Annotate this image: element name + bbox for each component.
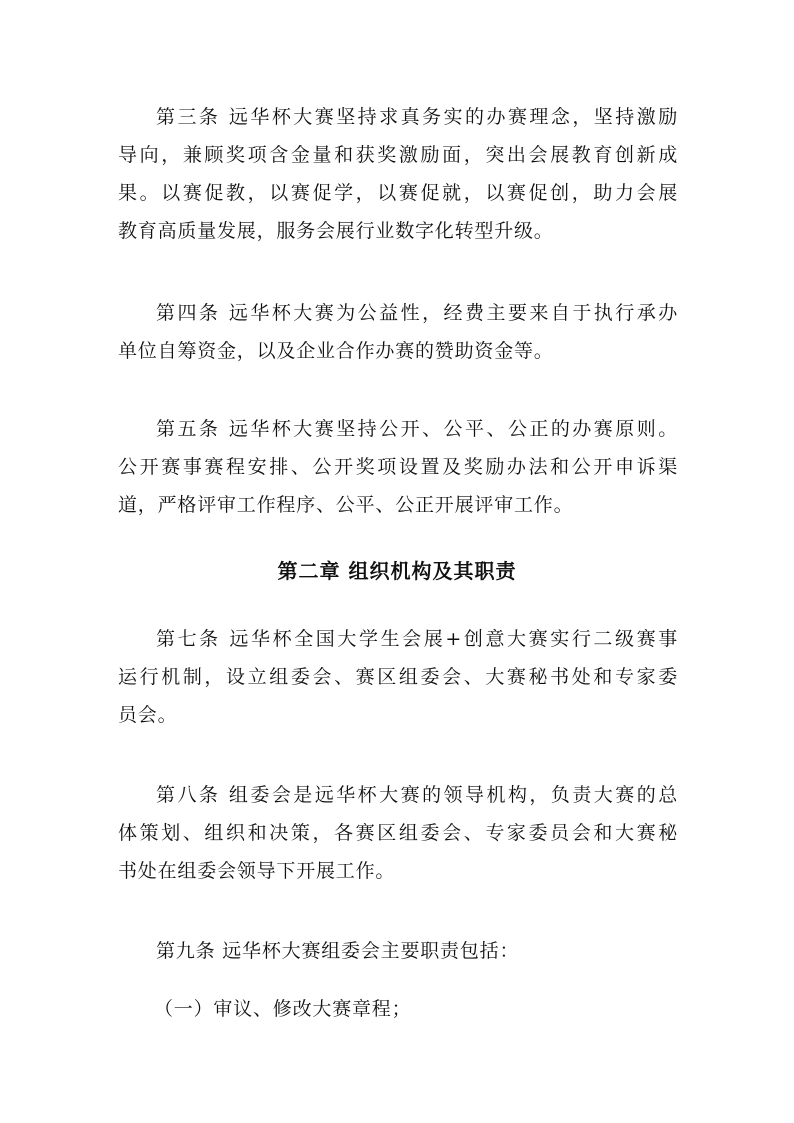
paragraph-line: 公开赛事赛程安排、公开奖项设置及奖励办法和公开申诉渠 — [118, 456, 678, 478]
article-7-paragraph — [118, 620, 678, 734]
paragraph-line: 第七条 远华杯全国大学生会展+创意大赛实行二级赛事 — [156, 628, 678, 650]
paragraph-line: 书处在组委会领导下开展工作。 — [118, 860, 396, 882]
paragraph-line: 员会。 — [118, 704, 178, 726]
article-8-paragraph — [118, 776, 678, 890]
paragraph-line: 道，严格评审工作程序、公平、公正开展评审工作。 — [118, 494, 574, 516]
list-item-1 — [118, 990, 678, 1028]
article-3-paragraph — [118, 98, 678, 250]
article-5-paragraph — [118, 410, 678, 524]
chapter-heading: 第二章 组织机构及其职责 — [277, 559, 517, 583]
article-9-paragraph — [118, 932, 678, 970]
paragraph-line: 体策划、组织和决策，各赛区组委会、专家委员会和大赛秘 — [118, 822, 678, 844]
paragraph-line: 第三条 远华杯大赛坚持求真务实的办赛理念，坚持激励 — [156, 106, 678, 128]
article-4-paragraph — [118, 294, 678, 370]
paragraph-line: 单位自筹资金，以及企业合作办赛的赞助资金等。 — [118, 340, 554, 362]
paragraph-line: 第八条 组委会是远华杯大赛的领导机构，负责大赛的总 — [156, 784, 678, 806]
paragraph-line: 运行机制，设立组委会、赛区组委会、大赛秘书处和专家委 — [118, 666, 678, 688]
paragraph-line: 第九条 远华杯大赛组委会主要职责包括： — [156, 940, 520, 962]
list-item-text: （一）审议、修改大赛章程； — [154, 998, 412, 1020]
paragraph-line: 导向，兼顾奖项含金量和获奖激励面，突出会展教育创新成 — [118, 144, 678, 166]
paragraph-line: 第五条 远华杯大赛坚持公开、公平、公正的办赛原则。 — [156, 418, 678, 440]
paragraph-line: 教育高质量发展，服务会展行业数字化转型升级。 — [118, 220, 554, 242]
paragraph-line: 果。以赛促教，以赛促学，以赛促就，以赛促创，助力会展 — [118, 182, 678, 204]
paragraph-line: 第四条 远华杯大赛为公益性，经费主要来自于执行承办 — [156, 302, 678, 324]
